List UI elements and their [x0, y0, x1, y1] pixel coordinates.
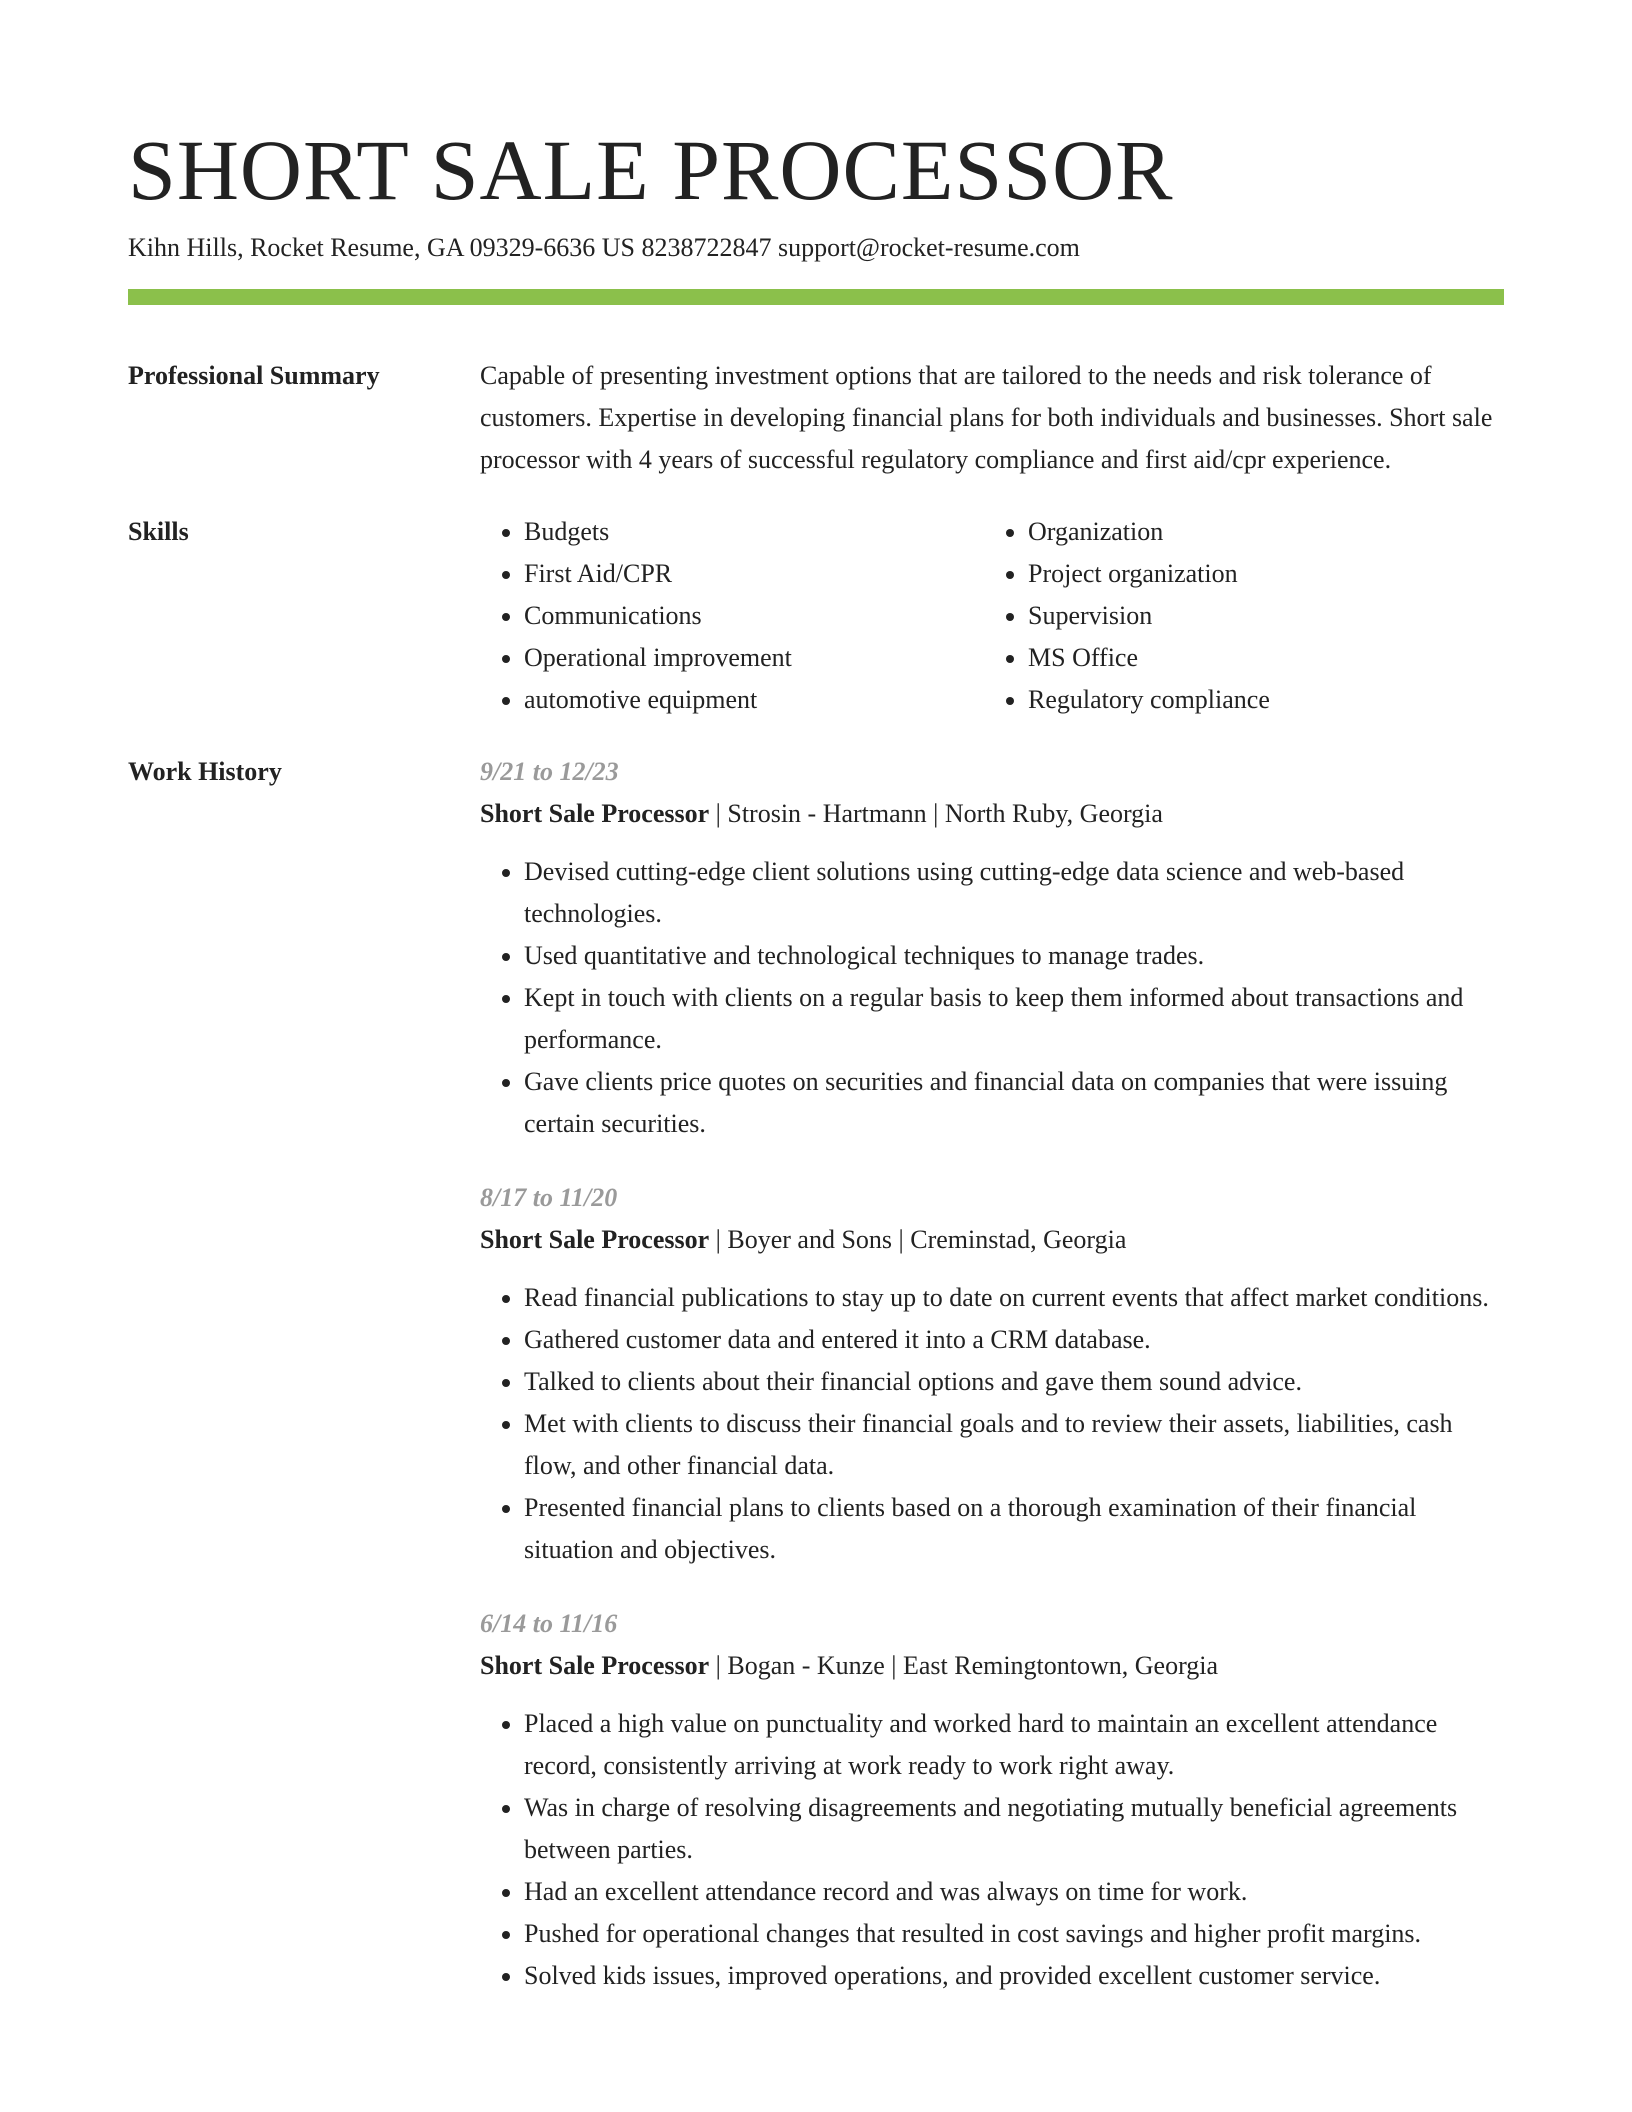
skill-item: • Budgets	[524, 511, 984, 553]
skill-item: • Supervision	[1028, 595, 1488, 637]
skill-item: • First Aid/CPR	[524, 553, 984, 595]
summary-title: Professional Summary	[128, 361, 380, 390]
job-bullet: • Used quantitative and technological techniques to manage trades.	[524, 935, 1504, 977]
resume-page	[128, 120, 1504, 2029]
job-entry	[480, 1177, 1504, 1571]
job-bullet: • Devised cutting-edge client solutions using cutting-edge data science and web-based technologies.	[524, 851, 1504, 935]
skill-item: • Organization	[1028, 511, 1488, 553]
job-bullet: • Kept in touch with clients on a regular basis to keep them informed about transactions and performance.	[524, 977, 1504, 1061]
job-bullet: • Had an excellent attendance record and was always on time for work.	[524, 1871, 1504, 1913]
job-details: | Strosin - Hartmann | North Ruby, Georgia	[709, 799, 1163, 828]
skill-item: • automotive equipment	[524, 679, 984, 721]
job-bullet: • Talked to clients about their financial options and gave them sound advice.	[524, 1361, 1504, 1403]
job-title: Short Sale Processor	[480, 1225, 710, 1254]
work-history-title: Work History	[128, 757, 282, 786]
job-heading	[480, 793, 1504, 835]
job-dates: 6/14 to 11/16	[480, 1609, 618, 1638]
accent-divider	[128, 289, 1504, 305]
job-bullet: • Gave clients price quotes on securities and financial data on companies that were issuing certain securities.	[524, 1061, 1504, 1145]
job-dates: 8/17 to 11/20	[480, 1183, 618, 1212]
job-bullets	[480, 1277, 1504, 1571]
skills-list-left	[480, 511, 984, 721]
job-entry	[480, 751, 1504, 1145]
job-entry	[480, 1603, 1504, 1997]
skills-list-right	[984, 511, 1488, 721]
work-history-section	[128, 751, 1504, 2029]
contact-line	[128, 230, 1504, 266]
job-bullet: • Read financial publications to stay up to date on current events that affect market conditions.	[524, 1277, 1504, 1319]
skill-item: • Communications	[524, 595, 984, 637]
skill-item: • Project organization	[1028, 553, 1488, 595]
job-heading	[480, 1645, 1504, 1687]
job-bullet: • Solved kids issues, improved operations, and provided excellent customer service.	[524, 1955, 1504, 1997]
summary-section	[128, 355, 1504, 481]
skill-item: • Operational improvement	[524, 637, 984, 679]
job-bullet: • Met with clients to discuss their financial goals and to review their assets, liabilities, cash flow, and other financial data.	[524, 1403, 1504, 1487]
skill-item: • MS Office	[1028, 637, 1488, 679]
job-bullet: • Presented financial plans to clients based on a thorough examination of their financial situation and objectives.	[524, 1487, 1504, 1571]
job-details: | Boyer and Sons | Creminstad, Georgia	[709, 1225, 1127, 1254]
skills-section	[128, 511, 1504, 721]
resume-name-heading: SHORT SALE PROCESSOR	[128, 122, 1174, 218]
skill-item: • Regulatory compliance	[1028, 679, 1488, 721]
job-bullets	[480, 851, 1504, 1145]
contact-phone: 8238722847	[641, 233, 772, 262]
job-title: Short Sale Processor	[480, 799, 710, 828]
summary-text: Capable of presenting investment options that are tailored to the needs and risk tolerance of customers. Expertise in developing financial plans for both individuals and businesses. Short sale processor with 4 years of successful regulatory compliance and first aid/cpr experience.	[480, 361, 1493, 474]
job-dates: 9/21 to 12/23	[480, 757, 619, 786]
job-details: | Bogan - Kunze | East Remingtontown, Georgia	[709, 1651, 1219, 1680]
job-bullet: • Placed a high value on punctuality and worked hard to maintain an excellent attendance record, consistently arriving at work ready to work right away.	[524, 1703, 1504, 1787]
skills-title: Skills	[128, 517, 189, 546]
skills-columns	[480, 511, 1504, 721]
job-bullet: • Was in charge of resolving disagreements and negotiating mutually beneficial agreements between parties.	[524, 1787, 1504, 1871]
contact-email: support@rocket-resume.com	[778, 233, 1080, 262]
job-heading	[480, 1219, 1504, 1261]
job-bullet: • Pushed for operational changes that resulted in cost savings and higher profit margins.	[524, 1913, 1504, 1955]
job-title: Short Sale Processor	[480, 1651, 710, 1680]
job-bullet: • Gathered customer data and entered it into a CRM database.	[524, 1319, 1504, 1361]
contact-address: Kihn Hills, Rocket Resume, GA 09329-6636 US	[128, 233, 635, 262]
job-bullets	[480, 1703, 1504, 1997]
